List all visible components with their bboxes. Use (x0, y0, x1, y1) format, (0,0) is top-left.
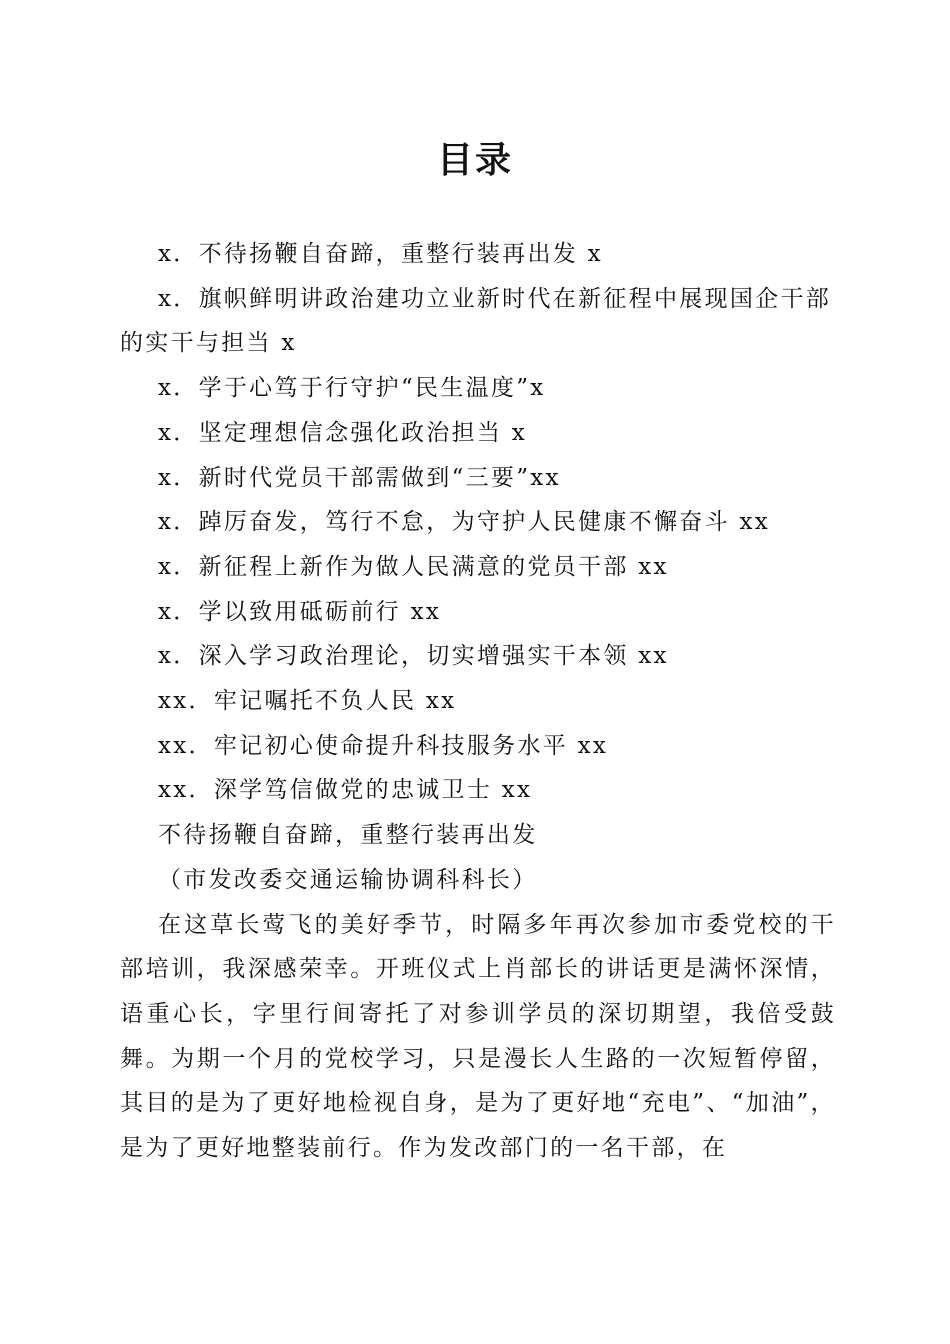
toc-entry-4: x．坚定理想信念强化政治担当 x (158, 419, 528, 446)
toc-entry-5: x．新时代党员干部需做到“三要”xx (158, 464, 561, 491)
article-title: 不待扬鞭自奋蹄，重整行装再出发 (158, 822, 538, 849)
toc-entry-12: xx．深学笃信做党的忠诚卫士 xx (158, 777, 533, 804)
body-paragraph: 在这草长莺飞的美好季节，时隔多年再次参加市委党校的干部培训，我深感荣幸。开班仪式上肖部长的讲话更是满怀深情，语重心长，字里行间寄托了对参训学员的深切期望，我倍受鼓舞。为期一个月的党校学习，只是漫长人生路的一次短暂停留，其目的是为了更好地检视自身，是为了更好地“充电”、“加油”，是为了更好地整装前行。作为发改部门的一名干部，在 (120, 911, 836, 1162)
toc-entry-6: x．踔厉奋发，笃行不怠，为守护人民健康不懈奋斗 xx (158, 509, 771, 536)
toc-entry-7: x．新征程上新作为做人民满意的党员干部 xx (158, 553, 669, 580)
document-content (120, 232, 836, 1171)
toc-entry-11: xx．牢记初心使命提升科技服务水平 xx (158, 732, 609, 759)
toc-entry-8: x．学以致用砥砺前行 xx (158, 598, 442, 625)
toc-entry-9: x．深入学习政治理论，切实增强实干本领 xx (158, 643, 669, 670)
toc-entry-1: x．不待扬鞭自奋蹄，重整行装再出发 x (158, 241, 603, 267)
toc-entry-2: x．旗帜鲜明讲政治建功立业新时代在新征程中展现国企干部的实干与担当 x (120, 285, 832, 357)
author-note: （市发改委交通运输协调科科长） (158, 866, 538, 893)
toc-entry-3: x．学于心笃于行守护“民生温度”x (158, 375, 546, 402)
toc-entry-10: xx．牢记嘱托不负人民 xx (158, 688, 457, 715)
page-title: 目录 (436, 139, 513, 181)
